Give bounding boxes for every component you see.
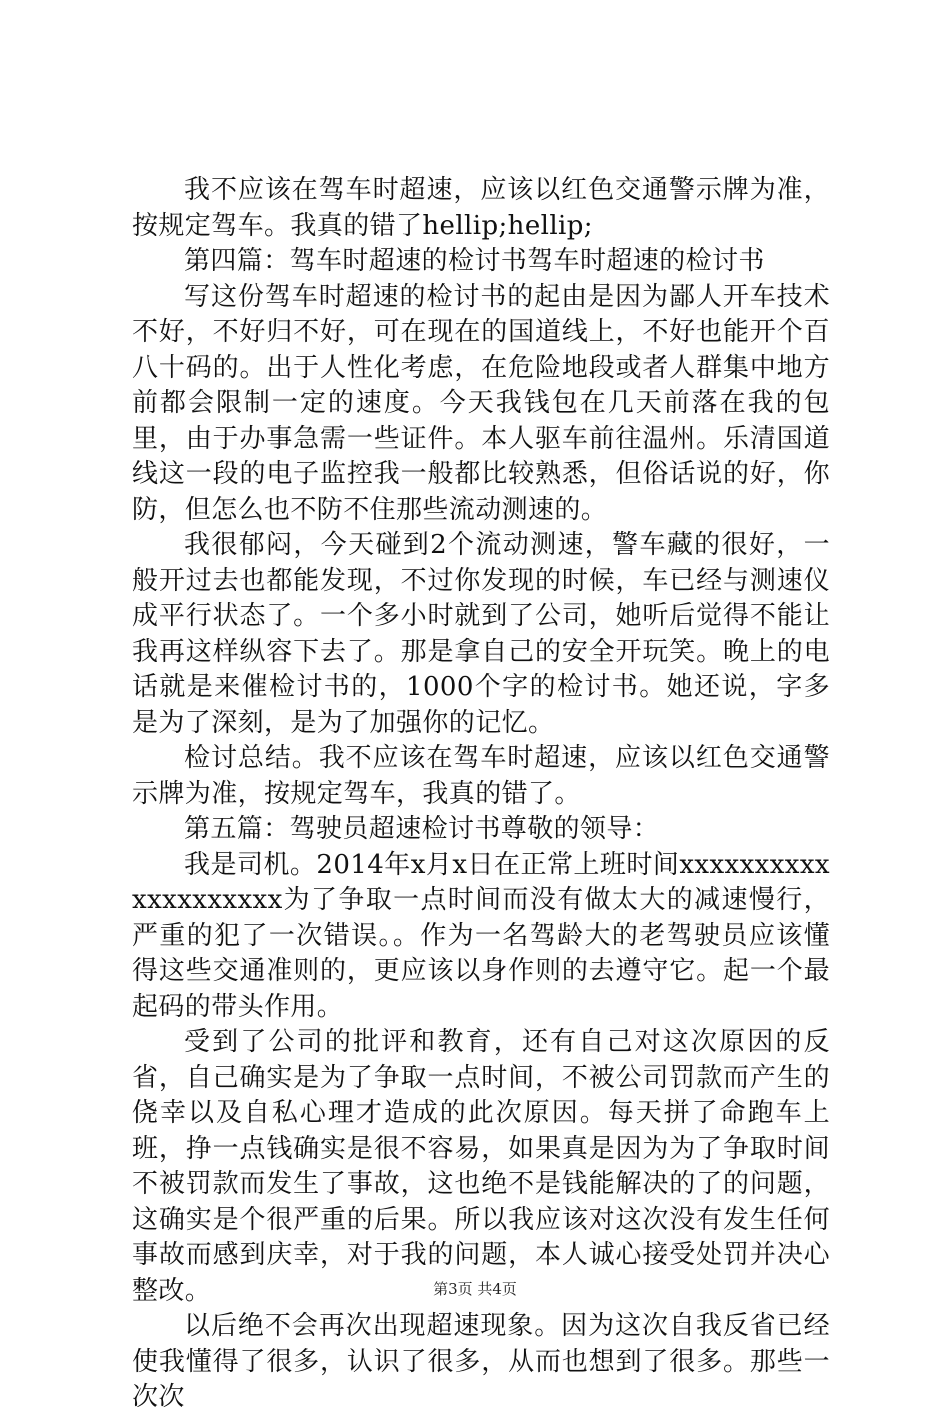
paragraph: 我不应该在驾车时超速，应该以红色交通警示牌为准，按规定驾车。我真的错了hellip;hellip; <box>132 175 830 241</box>
paragraph: 写这份驾车时超速的检讨书的起由是因为鄙人开车技术不好，不好归不好，可在现在的国道线上，不好也能开个百八十码的。出于人性化考虑，在危险地段或者人群集中地方前都会限制一定的速度。今天我钱包在几天前落在我的包里，由于办事急需一些证件。本人驱车前往温州。乐清国道线这一段的电子监控我一般都比较熟悉，但俗话说的好，你防，但怎么也不防不住那些流动测速的。 <box>132 281 830 525</box>
paragraph: 受到了公司的批评和教育，还有自己对这次原因的反省，自己确实是为了争取一点时间，不被公司罚款而产生的侥幸以及自私心理才造成的此次原因。每天拼了命跑车上班，挣一点钱确实是很不容易，如果真是因为为了争取时间不被罚款而发生了事故，这也绝不是钱能解决的了的问题，这确实是个很严重的后果。所以我应该对这次没有发生任何事故而感到庆幸，对于我的问题，本人诚心接受处罚并决心整改。 <box>132 1027 830 1306</box>
document-body <box>132 173 830 1416</box>
paragraph: 以后绝不会再次出现超速现象。因为这次自我反省已经使我懂得了很多，认识了很多，从而也想到了很多。那些一次次 <box>132 1311 830 1412</box>
paragraph: 我很郁闷，今天碰到2个流动测速，警车藏的很好，一般开过去也都能发现，不过你发现的时候，车已经与测速仪成平行状态了。一个多小时就到了公司，她听后觉得不能让我再这样纵容下去了。那是拿自己的安全开玩笑。晚上的电话就是来催检讨书的，1000个字的检讨书。她还说，字多是为了深刻，是为了加强你的记忆。 <box>132 530 830 738</box>
paragraph: 检讨总结。我不应该在驾车时超速，应该以红色交通警示牌为准，按规定驾车，我真的错了。 <box>132 743 830 809</box>
section-heading: 第四篇：驾车时超速的检讨书驾车时超速的检讨书 <box>184 246 765 276</box>
section-heading: 第五篇：驾驶员超速检讨书尊敬的领导： <box>184 814 660 844</box>
paragraph: 我是司机。2014年x月x日在正常上班时间xxxxxxxxxxxxxxxxxxxx为了争取一点时间而没有做太大的减速慢行，严重的犯了一次错误。。作为一名驾龄大的老驾驶员应该懂得这些交通准则的，更应该以身作则的去遵守它。起一个最起码的带头作用。 <box>132 849 830 1022</box>
page-number-footer: 第3页 共4页 <box>433 1280 517 1298</box>
